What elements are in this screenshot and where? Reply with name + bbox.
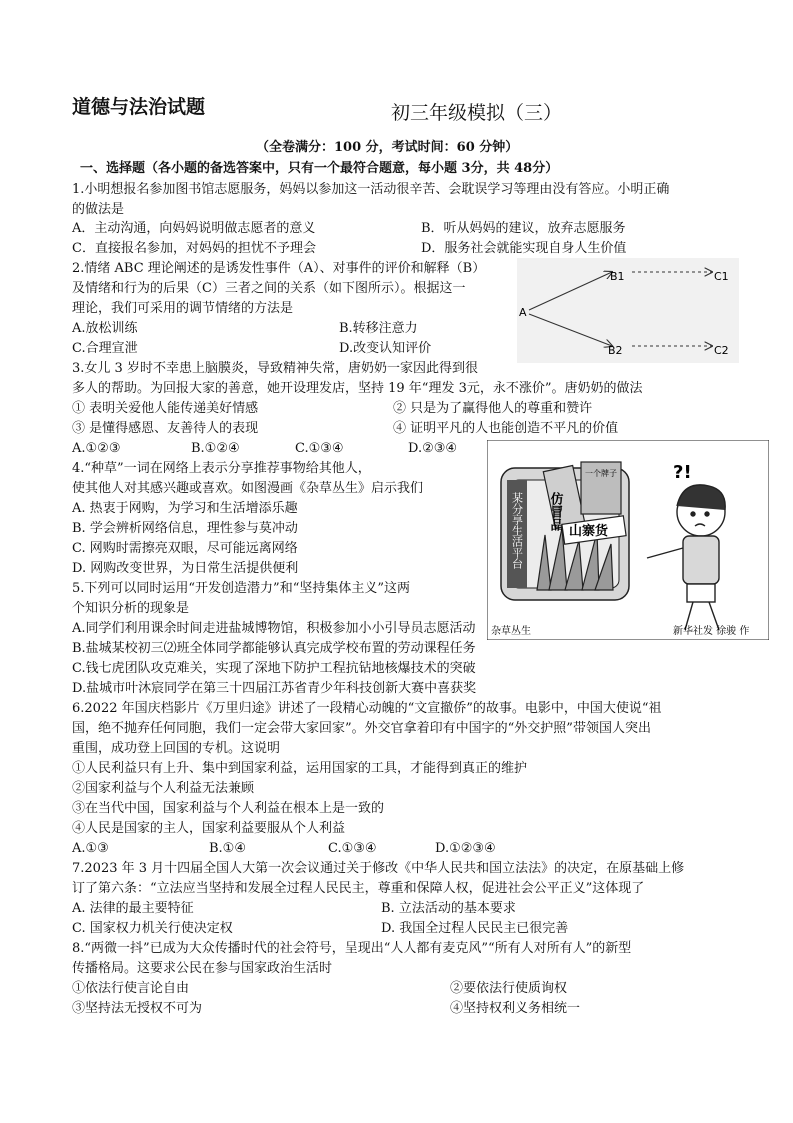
node-c2: C2 — [714, 344, 729, 357]
q1-option-b: B．听从妈妈的建议，放弃志愿服务 — [421, 221, 626, 236]
q3-option-b: B.①②④ — [191, 441, 240, 456]
q2-option-a: A.放松训练 — [72, 321, 138, 336]
q1-option-a: A．主动沟通，向妈妈说明做志愿者的意义 — [72, 221, 316, 236]
q3-option-d: D.②③④ — [408, 441, 458, 456]
node-b1: B1 — [610, 270, 625, 283]
q8-item-1: ①依法行使言论自由 — [72, 981, 190, 996]
fake-goods-label: 山寨货 — [569, 524, 609, 539]
q3-stem-line1: 3.女儿 3 岁时不幸患上脑膜炎，导致精神失常，唐奶奶一家因此得到很 — [72, 361, 478, 376]
q3-item-1: ① 表明关爱他人能传递美好情感 — [72, 401, 259, 416]
q5-option-b: B.盐城某校初三⑵班全体同学都能够认真完成学校布置的劳动课程任务 — [72, 641, 476, 656]
q5-stem-line2: 个知识分析的现象是 — [72, 601, 190, 616]
node-a: A — [519, 306, 527, 319]
q2-option-d: D.改变认知评价 — [339, 341, 432, 356]
q6-option-d: D.①②③④ — [435, 841, 496, 856]
abc-diagram — [517, 258, 739, 363]
q2-stem-line3: 理论，我们可采用的调节情绪的方法是 — [72, 301, 294, 316]
q1-stem-line1: 1.小明想报名参加图书馆志愿服务，妈妈以参加这一活动很辛苦、会耽误学习等理由没有答应。小明正确 — [72, 182, 670, 197]
q3-item-2: ② 只是为了赢得他人的尊重和赞许 — [393, 401, 593, 416]
q1-option-c: C．直接报名参加，对妈妈的担忧不予理会 — [72, 241, 316, 256]
q8-item-3: ③坚持法无授权不可为 — [72, 1001, 203, 1016]
node-c1: C1 — [714, 270, 729, 283]
q7-option-a: A. 法律的最主要特征 — [72, 901, 194, 916]
q4-option-b: B. 学会辨析网络信息，理性参与莫冲动 — [72, 521, 298, 536]
q5-option-d: D.盐城市叶沐宸同学在第三十四届江苏省青少年科技创新大赛中喜获奖 — [72, 681, 477, 696]
q7-stem-line1: 7.2023 年 3 月十四届全国人大第一次会议通过关于修改《中华人民共和国立法法》的决定，在原基础上修 — [72, 861, 685, 876]
q7-stem-line2: 订了第六条：“立法应当坚持和发展全过程人民民主，尊重和保障人权，促进社会公平正义”这体现了 — [72, 881, 645, 896]
q3-option-a: A.①②③ — [72, 441, 121, 456]
brand-label: 一个牌子 — [585, 469, 617, 478]
q5-stem-line1: 5.下列可以同时运用“开发创造潜力”和“坚持集体主义”这两 — [72, 581, 410, 596]
platform-label: 某分享生活平台 — [510, 492, 524, 569]
q5-option-c: C.钱七虎团队攻克难关，实现了深地下防护工程抗钻地核爆技术的突破 — [72, 661, 476, 676]
cartoon-weeds — [487, 440, 769, 640]
q6-stem-line1: 6.2022 年国庆档影片《万里归途》讲述了一段精心动魄的“文宣撤侨”的故事。电影中，中国大使说“祖 — [72, 701, 662, 716]
score-info: （全卷满分：100 分，考试时间：60 分钟） — [256, 140, 519, 155]
q7-option-b: B. 立法活动的基本要求 — [381, 901, 516, 916]
q1-stem-line2: 的做法是 — [72, 202, 125, 217]
q4-option-a: A. 热衷于网购，为学习和生活增添乐趣 — [72, 501, 298, 516]
q2-stem-line2: 及情绪和行为的后果（C）三者之间的关系（如下图所示）。根据这一 — [72, 281, 466, 296]
q3-option-c: C.①③④ — [295, 441, 344, 456]
subject-title: 道德与法治试题 — [72, 96, 206, 118]
q6-stem-line3: 重围，成功登上回国的专机。这说明 — [72, 741, 281, 756]
q2-stem-line1: 2.情绪 ABC 理论阐述的是诱发性事件（A）、对事件的评价和解释（B） — [72, 261, 486, 276]
cartoon-caption-left: 杂草丛生 — [491, 626, 531, 637]
q2-option-b: B.转移注意力 — [339, 321, 418, 336]
q8-item-4: ④坚持权利义务相统一 — [450, 1001, 581, 1016]
q1-option-d: D．服务社会就能实现自身人生价值 — [421, 241, 627, 256]
q2-option-c: C.合理宣泄 — [72, 341, 138, 356]
q4-option-d: D. 网购改变世界，为日常生活提供便利 — [72, 561, 299, 576]
q8-item-2: ②要依法行使质询权 — [450, 981, 568, 996]
cartoon-caption-right: 新华社发 徐骏 作 — [673, 626, 750, 637]
section-title: 一、选择题（各小题的备选答案中，只有一个最符合题意，每小题 3分，共 48分） — [80, 161, 559, 176]
q6-item-3: ③在当代中国，国家利益与个人利益在根本上是一致的 — [72, 801, 385, 816]
q5-option-a: A.同学们利用课余时间走进盐城博物馆，积极参加小小引导员志愿活动 — [72, 621, 476, 636]
q4-option-c: C. 网购时需擦亮双眼，尽可能远离网络 — [72, 541, 298, 556]
q6-stem-line2: 国，绝不抛弃任何同胞，我们一定会带大家回家”。外交官拿着印有中国字的“外交护照”带领国人突出 — [72, 721, 651, 736]
q4-stem-line1: 4.“种草”一词在网络上表示分享推荐事物给其他人， — [72, 461, 371, 476]
q8-stem-line2: 传播格局。这要求公民在参与国家政治生活时 — [72, 961, 333, 976]
q6-item-4: ④人民是国家的主人，国家利益要服从个人利益 — [72, 821, 346, 836]
q6-option-c: C.①③④ — [328, 841, 377, 856]
q7-option-c: C. 国家权力机关行使决定权 — [72, 921, 233, 936]
surprise-marks: ?! — [673, 462, 692, 483]
q3-item-3: ③ 是懂得感恩、友善待人的表现 — [72, 421, 259, 436]
q6-option-b: B.①④ — [209, 841, 246, 856]
q6-item-1: ①人民利益只有上升、集中到国家利益，运用国家的工具，才能得到真正的维护 — [72, 761, 528, 776]
q3-stem-line2: 多人的帮助。为回报大家的善意，她开设理发店，坚持 19 年“理发 3元，永不涨价”。唐奶奶的做法 — [72, 381, 643, 396]
node-b2: B2 — [608, 344, 623, 357]
q6-option-a: A.①③ — [72, 841, 109, 856]
q6-item-2: ②国家利益与个人利益无法兼顾 — [72, 781, 255, 796]
q4-stem-line2: 使其他人对其感兴趣或喜欢。如图漫画《杂草丛生》启示我们 — [72, 481, 424, 496]
q8-stem-line1: 8.“两微一抖”已成为大众传播时代的社会符号，呈现出“人人都有麦克风”“所有人对所有人”的新型 — [72, 941, 632, 956]
exam-title: 初三年级模拟（三） — [391, 102, 563, 124]
q7-option-d: D. 我国全过程人民民主已很完善 — [381, 921, 569, 936]
copy-product-label: 仿冒品 — [547, 492, 563, 531]
q3-item-4: ④ 证明平凡的人也能创造不平凡的价值 — [393, 421, 619, 436]
